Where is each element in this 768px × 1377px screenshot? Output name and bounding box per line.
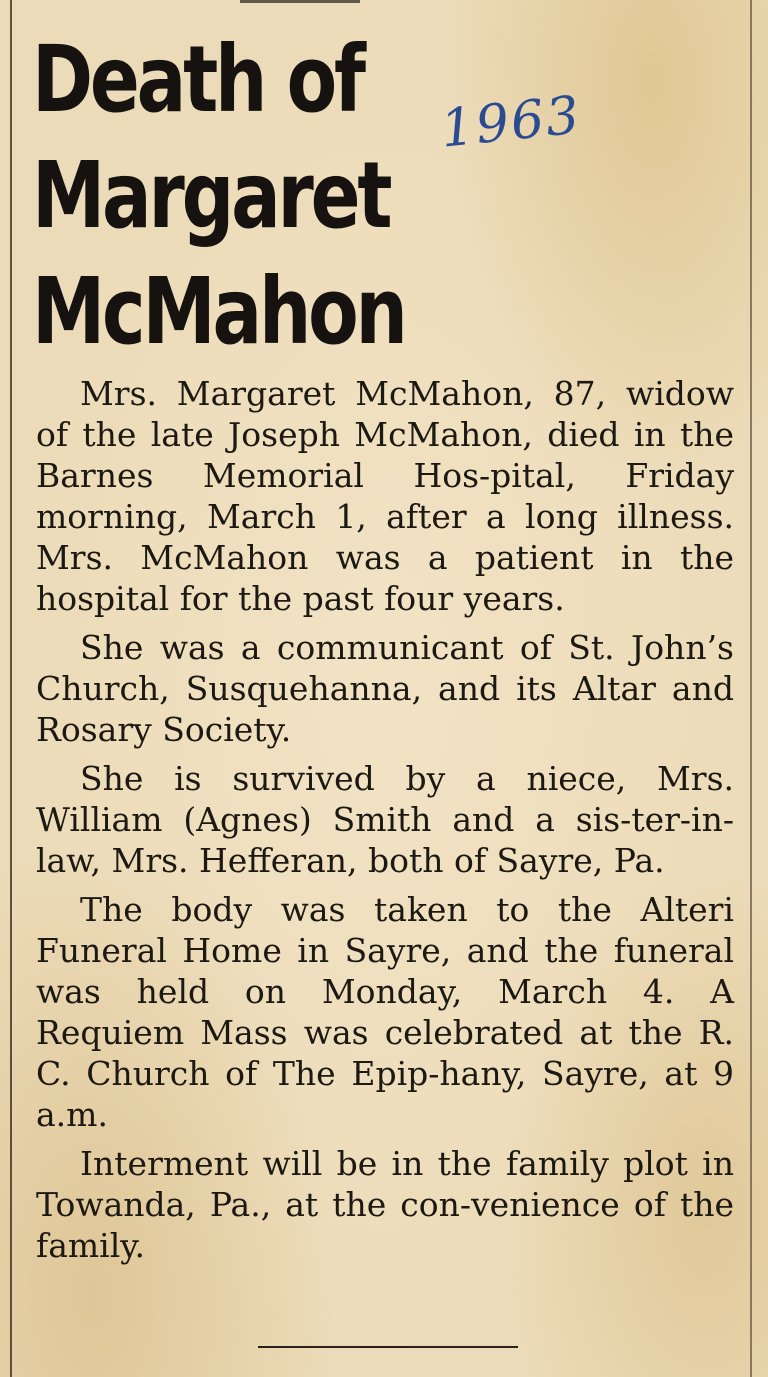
headline-line-2: Margaret <box>32 142 390 249</box>
paragraph-4: The body was taken to the Alteri Funeral Home in Sayre, and the funeral was held on Monday, March 4. A Requiem Mass was celebrated at the R. C. Church of The Epip-hany, Sayre, at 9 a.m. <box>36 890 734 1134</box>
obituary-headline <box>32 22 405 370</box>
headline-line-3: McMahon <box>32 258 405 365</box>
headline-line-1: Death of <box>32 26 363 133</box>
paragraph-1: Mrs. Margaret McMahon, 87, widow of the late Joseph McMahon, died in the Barnes Memorial Hos-pital, Friday morning, March 1, after a long illness. Mrs. McMahon was a patient in the hospital for the past four years. <box>36 374 734 618</box>
paragraph-3: She is survived by a niece, Mrs. William (Agnes) Smith and a sis-ter-in-law, Mrs. Hefferan, both of Sayre, Pa. <box>36 759 734 880</box>
clipping-top-edge <box>240 0 360 3</box>
handwritten-year-annotation: 1963 <box>438 85 584 160</box>
paragraph-2: She was a communicant of St. John’s Church, Susquehanna, and its Altar and Rosary Society. <box>36 628 734 749</box>
obituary-body <box>36 373 734 1274</box>
paragraph-5: Interment will be in the family plot in Towanda, Pa., at the con-venience of the family. <box>36 1144 734 1265</box>
clipping-right-border <box>750 0 752 1377</box>
clipping-left-border <box>10 0 12 1377</box>
closing-rule <box>258 1346 518 1348</box>
